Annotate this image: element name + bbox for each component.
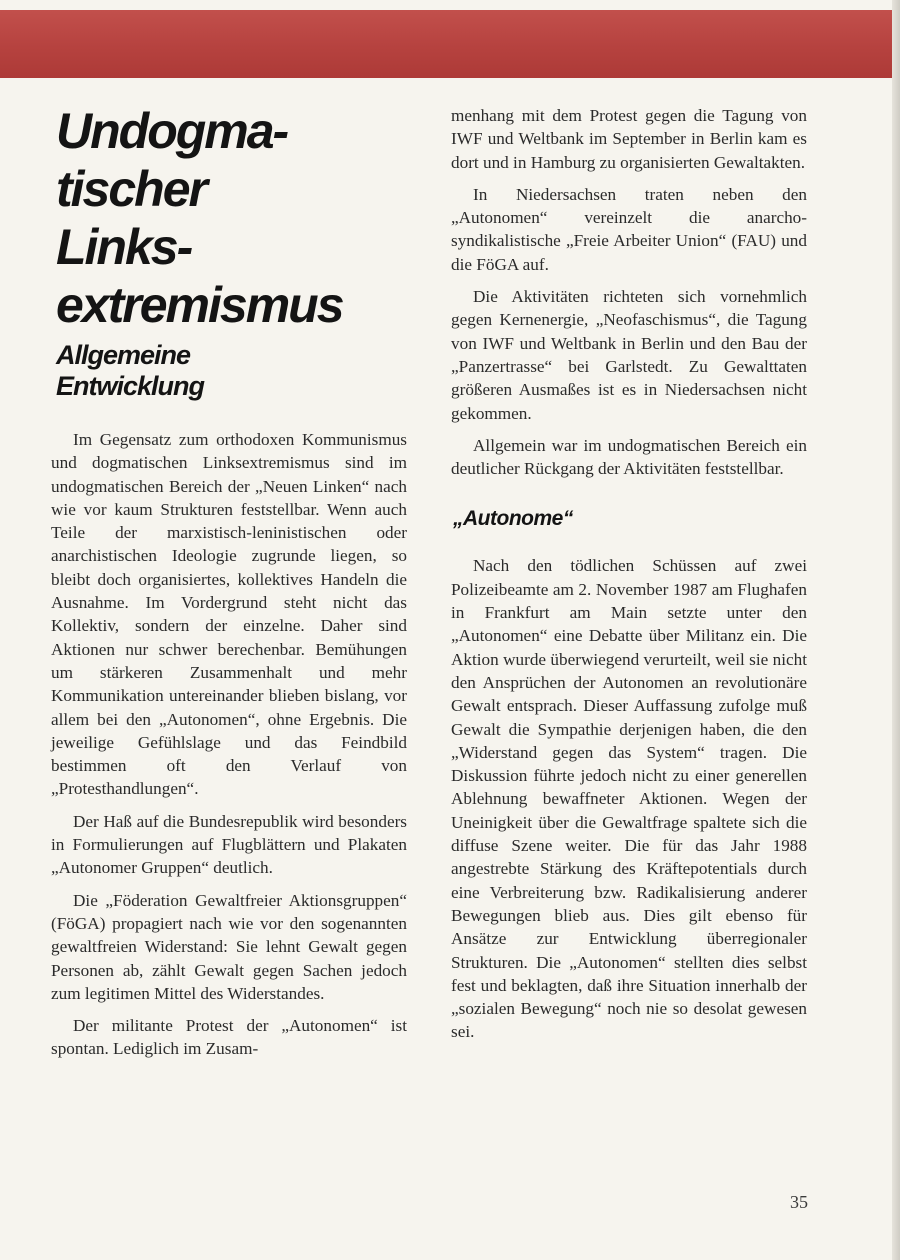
body-paragraph: Im Gegensatz zum orthodoxen Kommunismus und dogmatischen Linksextremismus sind im undogmatischen Bereich der „Neuen Linken“ nach wie vor kaum Strukturen feststellbar. Wenn auch Teile der marxistisch-leninistischen oder anarchistischen Ideologie zugrunde liegen, so bleibt doch organisiertes, kollektives Handeln die Ausnahme. Im Vordergrund steht nicht das Kollektiv, sondern der einzelne. Daher sind Aktionen nur schwer berechenbar. Bemühungen um stärkeren Zusammenhalt und mehr Kommunikation untereinander blieben bislang, vor allem bei den „Autonomen“, ohne Ergebnis. Die jeweilige Gefühlslage und das Feindbild bestimmen oft den Verlauf von „Protesthandlungen“. [51,430,407,799]
page-title [56,102,416,334]
page-edge-shadow [892,0,900,1260]
body-paragraph: Nach den tödlichen Schüssen auf zwei Polizeibeamte am 2. November 1987 am Flughafen in Frankfurt am Main setzte unter den „Autonomen“ eine Debatte über Militanz ein. Die Aktion wurde überwiegend verurteilt, weil sie nicht den Ansprüchen der Autonomen an revolutionäre Gewalt entsprach. Dieser Auffassung zufolge muß Gewalt die Sympathie derjenigen haben, die den „Widerstand gegen das System“ tragen. Die Diskussion führte jedoch nicht zu einer generellen Ablehnung bewaffneter Aktionen. Wegen der Uneinigkeit über die Gewaltfrage spaltete sich die diffuse Szene weiter. Die für das Jahr 1988 angestrebte Stärkung des Kräftepotentials durch eine Verbreiterung bzw. Radikalisierung anderer Bewegungen blieb aus. Dies gilt ebenso für Ansätze zur Entwicklung überregionaler Strukturen. Die „Autonomen“ stellten dies selbst fest und beklagten, daß ihre Situation innerhalb der „sozialen Bewegung“ noch nie so desolat gewesen sei. [451,556,807,1042]
body-paragraph: Die „Föderation Gewaltfreier Aktionsgruppen“ (FöGA) propagiert nach wie vor den sogenannten gewaltfreien Widerstand: Sie lehnt Gewalt gegen Personen ab, zählt Gewalt gegen Sachen jedoch zum legitimen Mittel des Widerstandes. [51,890,407,1003]
body-paragraph: Die Aktivitäten richteten sich vornehmlich gegen Kernenergie, „Neofaschismus“, die Tagung von IWF und Weltbank in Berlin und den Bau der „Panzertrasse“ bei Garlstedt. Zu Gewalttaten größeren Ausmaßes ist es in Niedersachsen nicht gekommen. [451,287,807,423]
header-color-band [0,10,892,78]
title-line: Undogma- [56,103,288,159]
right-text-column [451,104,807,1053]
left-text-column [51,428,407,1070]
subtitle-line: Allgemeine [56,340,191,370]
page-number: 35 [790,1192,808,1212]
section-subtitle [56,340,416,402]
subtitle-line: Entwicklung [56,371,205,401]
body-paragraph: In Niedersachsen traten neben den „Autonomen“ vereinzelt die anarcho-syndikalistische „Freie Arbeiter Union“ (FAU) und die FöGA auf. [451,184,807,274]
body-paragraph: Allgemein war im undogmatischen Bereich ein deutlicher Rückgang der Aktivitäten feststellbar. [451,435,807,479]
body-paragraph: Der Haß auf die Bundesrepublik wird besonders in Formulierungen auf Flugblättern und Plakaten „Autonomer Gruppen“ deutlich. [51,811,407,878]
body-paragraph: Der militante Protest der „Autonomen“ ist spontan. Lediglich im Zusam- [51,1016,407,1059]
title-line: Links- [56,219,192,275]
title-line: extremismus [56,277,343,333]
section-heading-autonome: „Autonome“ [453,507,573,531]
body-paragraph-continuation: menhang mit dem Protest gegen die Tagung von IWF und Weltbank im September in Berlin kam es dort und in Hamburg zu organisierten Gewaltakten. [451,106,807,172]
title-line: tischer [56,161,206,217]
